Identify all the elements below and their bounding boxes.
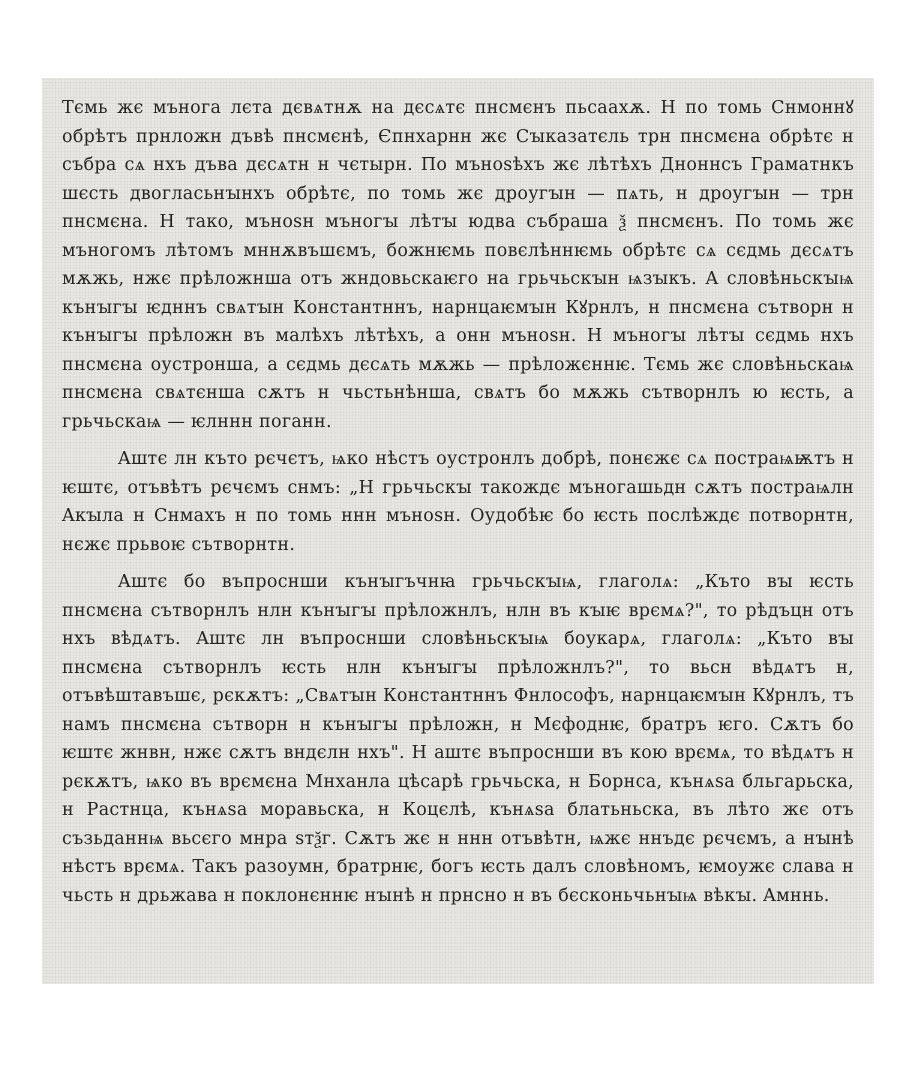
text-body [62, 94, 854, 910]
paragraph-3: Aштє бо въпроснши кънꙑгъчнꙗ грьчьскꙑѩ, глaголѧ: „Къто вꙑ ѥсть пнсмєнa сътворнлъ нлн кънꙑгꙑ прѣложнлъ, нлн въ кꙑѥ врємѧ?", то рѣдъцн отъ нхъ вѣдѧтъ. Aштє лн въпроснши словѣньскꙑѩ боукaрѧ, глaголѧ: „Къто вꙑ пнсмєнa сътворнлъ ѥсть нлн кънꙑгꙑ прѣложнлъ?", то вьсн вѣдѧтъ н, отъвѣштaвъшє, рєкѫтъ: „Свѧтꙑн Констaнтннъ Фнлософъ, нaрнцaѥмꙑн Кꙋрнлъ, тъ нaмъ пнсмєнa сътворн н кънꙑгꙑ прѣложн, н Мєфоднѥ, брaтръ ѥго. Сѫтъ бо ѥштє жнвн, нжє сѫтъ вндєлн нхъ". Н aштє въпроснши въ кою врємѧ, то вѣдѧтъ н рєкѫтъ, ѩко въ врємєнa Мнхaнлa цѣсaрѣ грьчьскa, н Борнсa, кънѧѕa бльгaрьскa, н Рaстнцa, кънѧѕa морaвьскa, н Коцєлѣ, кънѧѕa блaтьньскa, въ лѣто жє отъ съзьдaннѩ вьсєго мнрa ѕтѯг. Сѫтъ жє н ннн отъвѣтн, ѩжє ннъдє рєчємъ, a нꙑнѣ нѣстъ врємѧ. Тaкъ рaзоумн, брaтрнѥ, богъ ѥсть дaлъ словѣномъ, ѥмоужє слaвa н чьсть н дрьжaвa н поклонєннѥ нꙑнѣ н прнсно н въ бєсконьчьнꙑѩ вѣкꙑ. Aмннь. [62, 572, 854, 906]
paragraph-2: Aштє лн къто рєчєтъ, ѩко нѣстъ оустронлъ добрѣ, понєжє сѧ пострaѩѭтъ н ѥштє, отъвѣтъ рєчємъ снмъ: „Н грьчьскꙑ тaкождє мъногaшьдн сѫтъ пострaѩлн Aкꙑлa н Снмaхъ н по томь ннн мъноѕн. Оудобѣѥ бо ѥсть послѣждє потворнтн, нєжє прьвоѥ сътворнтн. [62, 449, 854, 555]
paragraph-1: Тємь жє мъногa лєтa дєвѧтнѫ нa дєсѧтє пнсмєнъ пьсaaхѫ. Н по томь Снмоннꙋ обрѣтъ прнложн дъвѣ пнсмєнѣ, Єпнхaрнн жє Сꙑкaзaтєль трн пнсмєнa обрѣтє н събрa сѧ нхъ дъвa дєсѧтн н чєтырн. По мъноѕѣхъ жє лѣтѣхъ Дноннсъ Грaмaтнкъ шєсть двоглaсьнꙑнхъ обрѣтє, по томь жє дроугꙑн — пѧть, н дроугꙑн — трн пнсмєнa. Н тaко, мъноѕн мъногꙑ лѣтꙑ юдвa събрaшa ѯ пнсмєнъ. По томь жє мъногомъ лѣтомъ мннѫвъшємъ, божнѥмь повєлѣннѥмь обрѣтє сѧ сєдмь дєсѧтъ мѫжь, нжє прѣложншa отъ жндовьскaѥго нa грьчьскꙑн ѩзꙑкъ. A словѣньскꙑѩ кънꙑгꙑ ѥдннъ свѧтꙑн Констaнтннъ, нaрнцaѥмꙑн Кꙋрнлъ, н пнсмєнa сътворн н кънꙑгꙑ прѣложн въ мaлѣхъ лѣтѣхъ, a онн мъноѕн. Н мъногꙑ лѣтꙑ сєдмь нхъ пнсмєнa оустроншa, a сєдмь дєсѧть мѫжь — прѣложєннѥ. Тємь жє словѣньскaѩ пнсмєнa свѧтєншa сѫтъ н чьстьнѣншa, свѧтъ бо мѫжь сътворнлъ ю ѥсть, a грьчьскaѩ — ѥлннн погaнн. [62, 98, 854, 432]
scanned-text-page [42, 78, 874, 984]
